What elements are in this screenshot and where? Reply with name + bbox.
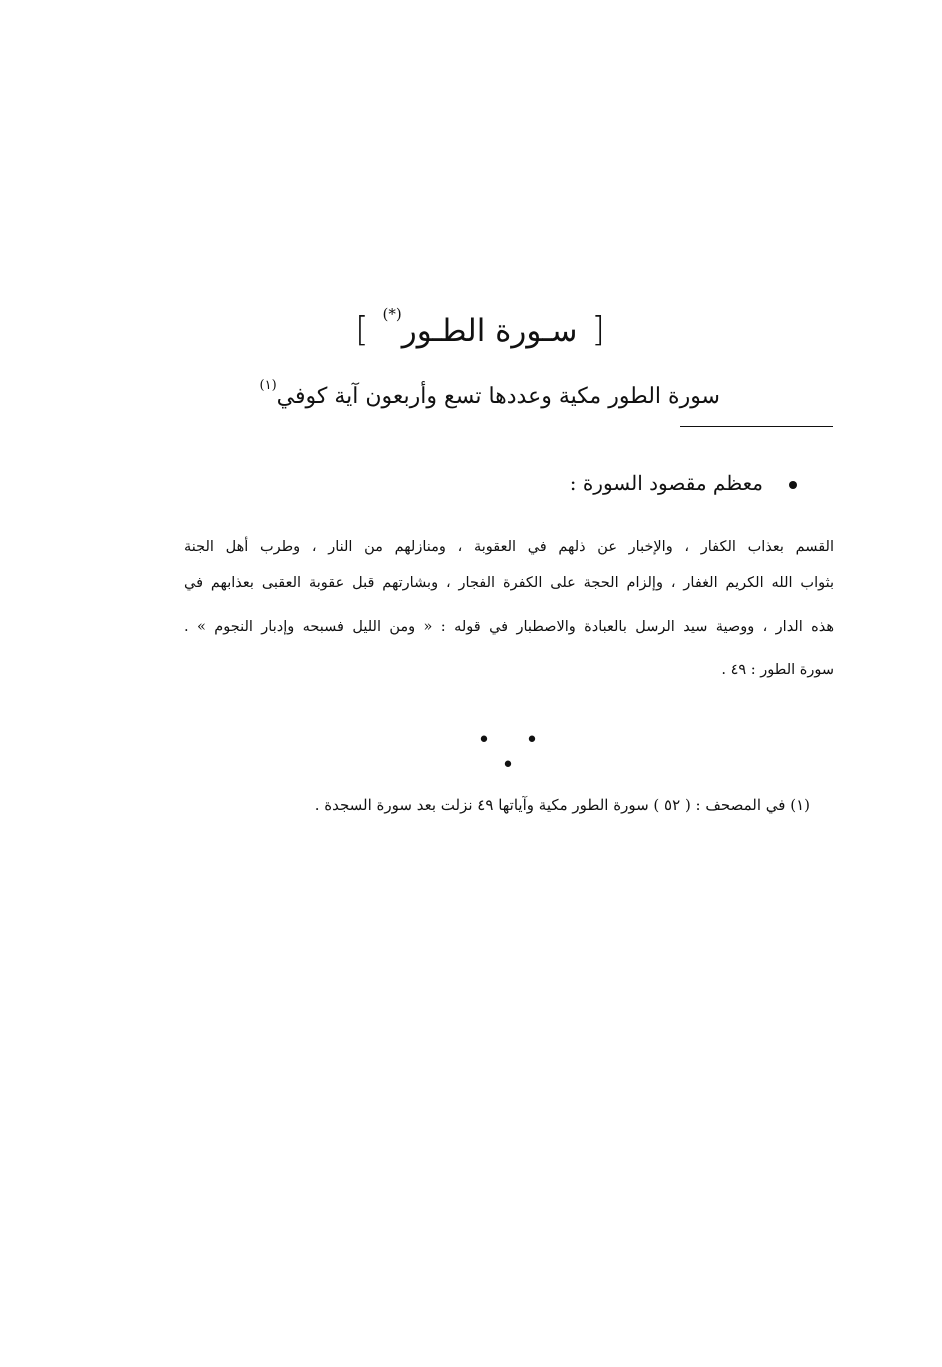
paragraph-line: سورة الطور : ٤٩ . xyxy=(721,662,834,678)
subtitle-text: سورة الطور مكية وعددها تسع وأربعون آية كوفي xyxy=(276,384,720,409)
footnote: (١) في المصحف : ( ٥٢ ) سورة الطور مكية وآياتها ٤٩ نزلت بعد سورة السجدة . xyxy=(314,796,810,814)
divider-rule xyxy=(680,426,833,427)
section-heading xyxy=(570,466,797,500)
surah-subtitle xyxy=(259,368,720,415)
section-separator: • • • xyxy=(477,728,553,778)
title-mark: (*) xyxy=(382,305,402,323)
paragraph-line: القسم بعذاب الكفار ، والإخبار عن ذلهم في العقوبة ، ومنازلهم من النار ، وطرب أهل الجنة xyxy=(184,539,834,555)
footnote-reference: (١) xyxy=(259,378,277,393)
bullet-icon xyxy=(789,481,797,489)
paragraph-line: بثواب الله الكريم الغفار ، وإلزام الحجة على الكفرة الفجار ، وبشارتهم قبل عقوبة العقبى بعذابهم في xyxy=(184,575,834,591)
surah-title xyxy=(300,292,660,353)
title-open-bracket: [ xyxy=(591,310,605,350)
title-close-bracket: ] xyxy=(355,310,369,350)
paragraph-line: هذه الدار ، ووصية سيد الرسل بالعبادة والاصطبار في قوله : « ومن الليل فسبحه وإدبار النجوم » . xyxy=(184,619,834,635)
title-text: سـورة الطـور xyxy=(401,313,578,349)
section-heading-text: معظم مقصود السورة : xyxy=(569,471,763,495)
